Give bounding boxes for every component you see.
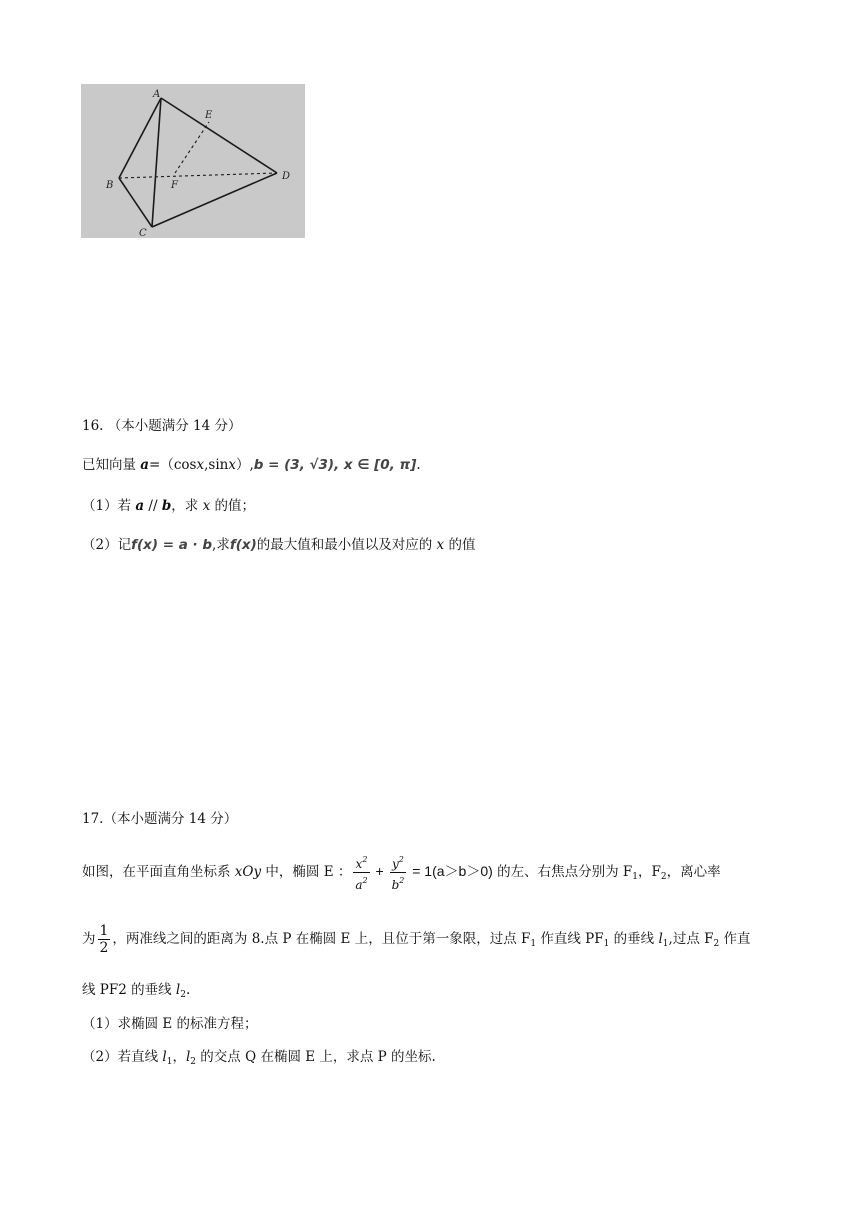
q17-l2-prefix: 为: [82, 931, 96, 947]
frac2-num-sup: 2: [398, 855, 404, 864]
point-label-c: C: [139, 228, 147, 238]
half-den: 2: [99, 940, 109, 956]
frac2-den-sup: 2: [399, 876, 405, 885]
frac2-num: y: [392, 857, 399, 871]
q17-l3-end: .: [185, 982, 191, 998]
q17-p2-l1: l: [162, 1049, 167, 1065]
q16-p1-x: x: [202, 498, 211, 514]
q17-l2-pf1: 1: [603, 939, 610, 949]
q17-l2-mid2: 的垂线: [609, 931, 659, 947]
q16-stem-prefix: 已知向量: [82, 457, 141, 473]
q16-heading: 16. （本小题满分 14 分）: [82, 418, 242, 434]
point-label-a: A: [153, 89, 161, 100]
q17-l2-rest: ，两准线之间的距离为 8.点 P 在椭圆 E 上，且位于第一象限，过点 F: [112, 931, 531, 947]
q16-p2-fx: f(x) = a · b: [131, 537, 213, 553]
q16-p2-fx2: f(x): [229, 537, 257, 553]
fraction-x2-over-a2: [353, 852, 369, 893]
q16-p1-mid: ，求: [171, 498, 203, 514]
point-label-f: F: [171, 180, 178, 191]
frac1-num-sup: 2: [362, 855, 368, 864]
edge-ad: [161, 98, 277, 173]
q17-l1-tail: ，离心率: [666, 864, 721, 880]
q17-line2: [82, 920, 751, 963]
equation-rest: = 1(a＞b＞0): [408, 863, 493, 879]
edge-ef-dashed: [175, 122, 209, 173]
q17-line3: [82, 980, 190, 1005]
point-label-e: E: [205, 110, 213, 121]
point-label-b: B: [106, 180, 114, 191]
q16-p2-mid: ,求: [212, 537, 230, 553]
q17-p2-prefix: （2）若直线: [82, 1049, 163, 1065]
frac1-den-sup: 2: [362, 876, 368, 885]
vector-b-expression: b = (3, √3), x ∈ [0, π]: [253, 457, 417, 473]
edge-ab: [119, 98, 161, 178]
q17-l2-l: l: [658, 931, 663, 947]
q17-l1-mid: 中，椭圆 E ：: [261, 864, 352, 880]
tetrahedron-figure: [81, 84, 305, 238]
q17-l2-mid3: ,过点 F: [668, 931, 714, 947]
fraction-one-half: [98, 923, 111, 956]
q17-l3-sub: 2: [180, 990, 186, 1000]
q17-p2-l2: l: [185, 1049, 191, 1065]
q17-l2-end: 作直: [719, 931, 751, 947]
q17-l2-f2: 2: [713, 939, 720, 949]
q16-p1-par: //: [144, 498, 162, 514]
q16-p1-b: b: [161, 498, 172, 514]
q16-p1-end: 的值；: [210, 498, 255, 514]
q16-stem-end: .: [416, 457, 421, 473]
q16-part2: [82, 535, 475, 555]
q17-l1-sep: ，F: [637, 864, 661, 880]
f2-subscript: 2: [660, 872, 667, 882]
q17-l1-end: 的左、右焦点分别为 F: [492, 864, 633, 880]
q17-p2-l2-sub: 2: [190, 1057, 197, 1067]
q17-part2: [82, 1047, 436, 1072]
frac1-den: a: [355, 878, 363, 892]
q17-p2-sep: ，: [172, 1049, 186, 1065]
q16-stem-close: ）,: [235, 457, 254, 473]
q17-l3-l: l: [175, 982, 181, 998]
q16-stem-comma: ,sin: [204, 457, 229, 473]
plus-sign: +: [371, 863, 388, 879]
q16-stem-x2: x: [228, 457, 236, 473]
q16-part1: [82, 496, 255, 516]
q16-stem-eq: =（cos: [149, 457, 197, 473]
q17-l2-f1: 1: [530, 939, 537, 949]
q17-heading: 17.（本小题满分 14 分）: [82, 811, 238, 827]
edge-bc: [119, 178, 152, 227]
q17-l2-mid: 作直线 PF: [536, 931, 604, 947]
frac1-num: x: [355, 857, 363, 871]
q17-xoy: xOy: [234, 864, 262, 880]
fraction-y2-over-b2: [390, 852, 407, 893]
vector-a: a: [140, 457, 150, 473]
half-num: 1: [99, 923, 109, 939]
q17-line1: [82, 852, 721, 896]
q17-l1-prefix: 如图，在平面直角坐标系: [82, 864, 235, 880]
point-label-d: D: [282, 171, 291, 182]
frac2-den: b: [391, 878, 400, 892]
q16-p2-prefix: （2）记: [82, 537, 132, 553]
q17-l3-prefix: 线 PF2 的垂线: [82, 982, 176, 998]
q17-part1: （1）求椭圆 E 的标准方程；: [82, 1016, 258, 1032]
q16-stem: [82, 455, 421, 475]
q16-p1-prefix: （1）若: [82, 498, 136, 514]
f1-subscript: 1: [632, 872, 638, 882]
q17-l2-l1: 1: [662, 939, 669, 949]
edge-ac: [152, 98, 161, 227]
q16-p2-end: 的值: [444, 537, 476, 553]
edge-bd-dashed: [119, 173, 277, 178]
q16-p2-rest: 的最大值和最小值以及对应的: [256, 537, 437, 553]
q17-p2-end: 的交点 Q 在椭圆 E 上，求点 P 的坐标.: [196, 1049, 436, 1065]
q16-p1-a: a: [135, 498, 145, 514]
q16-stem-x1: x: [196, 457, 205, 473]
tetrahedron-diagram: [81, 84, 305, 238]
q17-p2-l1-sub: 1: [166, 1057, 173, 1067]
q16-p2-x: x: [436, 537, 445, 553]
